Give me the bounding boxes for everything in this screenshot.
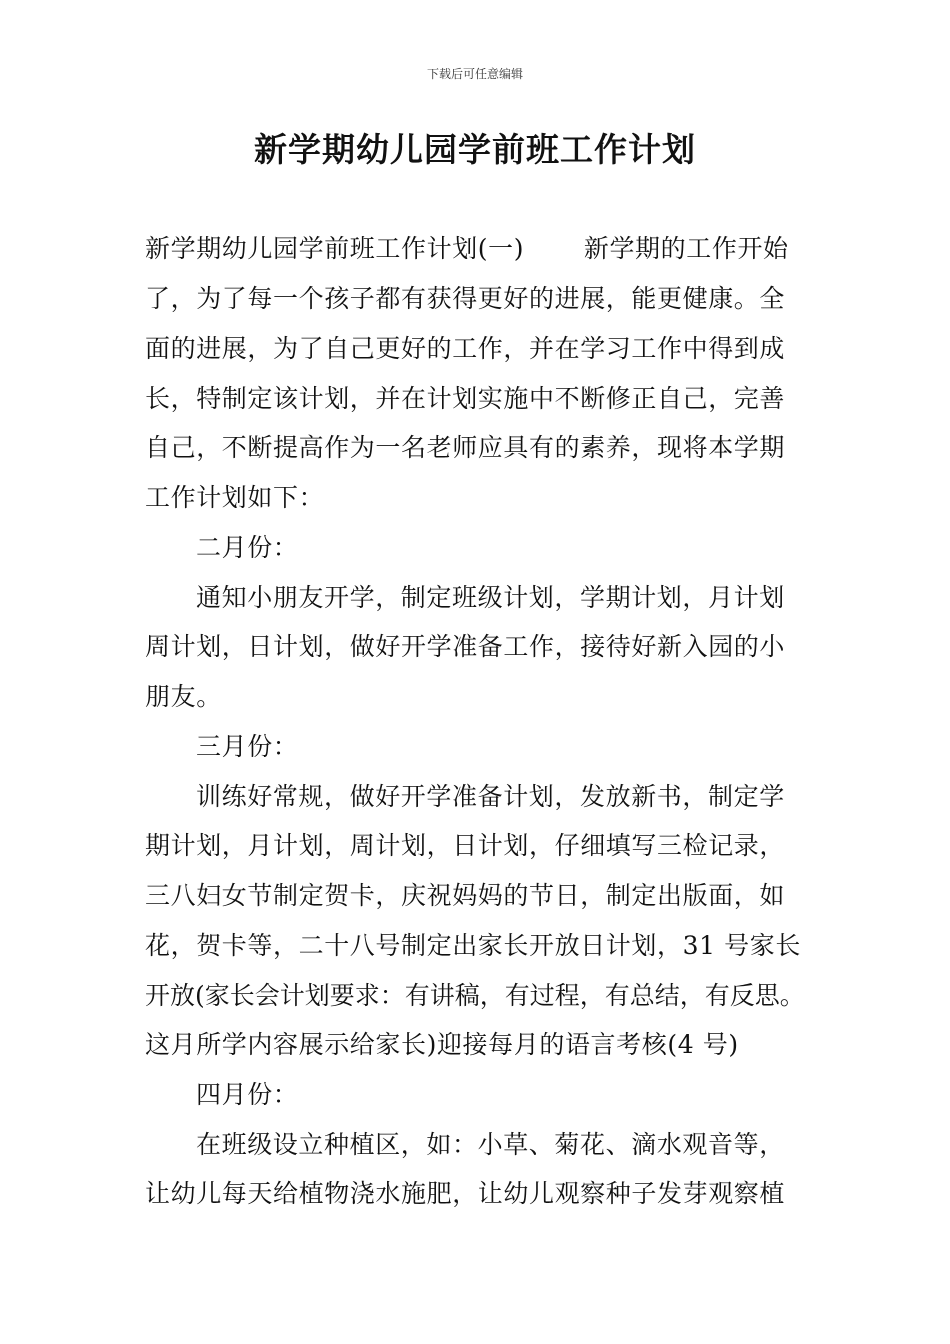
paragraph-line: 朋友。 <box>145 682 222 711</box>
paragraph-line: 让幼儿每天给植物浇水施肥，让幼儿观察种子发芽观察植 <box>145 1179 786 1208</box>
paragraph-line: 新学期幼儿园学前班工作计划(一) 新学期的工作开始 <box>145 234 789 263</box>
paragraph-line: 训练好常规，做好开学准备计划，发放新书，制定学 <box>196 782 785 811</box>
paragraph-line: 期计划，月计划，周计划，日计划，仔细填写三检记录， <box>145 831 786 860</box>
paragraph-line: 通知小朋友开学，制定班级计划，学期计划，月计划 <box>196 583 785 612</box>
paragraph-line: 面的进展，为了自己更好的工作，并在学习工作中得到成 <box>145 334 786 363</box>
section-heading: 三月份： <box>196 732 299 761</box>
page-title: 新学期幼儿园学前班工作计划 <box>254 130 696 169</box>
paragraph-line: 了，为了每一个孩子都有获得更好的进展，能更健康。全 <box>145 284 786 313</box>
paragraph-line: 长，特制定该计划，并在计划实施中不断修正自己，完善 <box>145 384 786 413</box>
section-heading: 四月份： <box>196 1080 299 1109</box>
paragraph-line: 自己，不断提高作为一名老师应具有的素养，现将本学期 <box>145 433 786 462</box>
paragraph-line: 三八妇女节制定贺卡，庆祝妈妈的节日，制定出版面，如 <box>145 881 786 910</box>
paragraph-line: 在班级设立种植区，如：小草、菊花、滴水观音等， <box>196 1130 785 1159</box>
paragraph-line: 工作计划如下： <box>145 483 325 512</box>
paragraph-line: 这月所学内容展示给家长)迎接每月的语言考核(4 号) <box>145 1030 739 1059</box>
section-heading: 二月份： <box>196 533 299 562</box>
paragraph-line: 花，贺卡等，二十八号制定出家长开放日计划，31 号家长 <box>145 931 801 960</box>
paragraph-line: 周计划，日计划，做好开学准备工作，接待好新入园的小 <box>145 632 786 661</box>
header-note: 下载后可任意编辑 <box>426 67 523 81</box>
paragraph-line: 开放(家长会计划要求：有讲稿，有过程，有总结，有反思。 <box>145 981 805 1010</box>
